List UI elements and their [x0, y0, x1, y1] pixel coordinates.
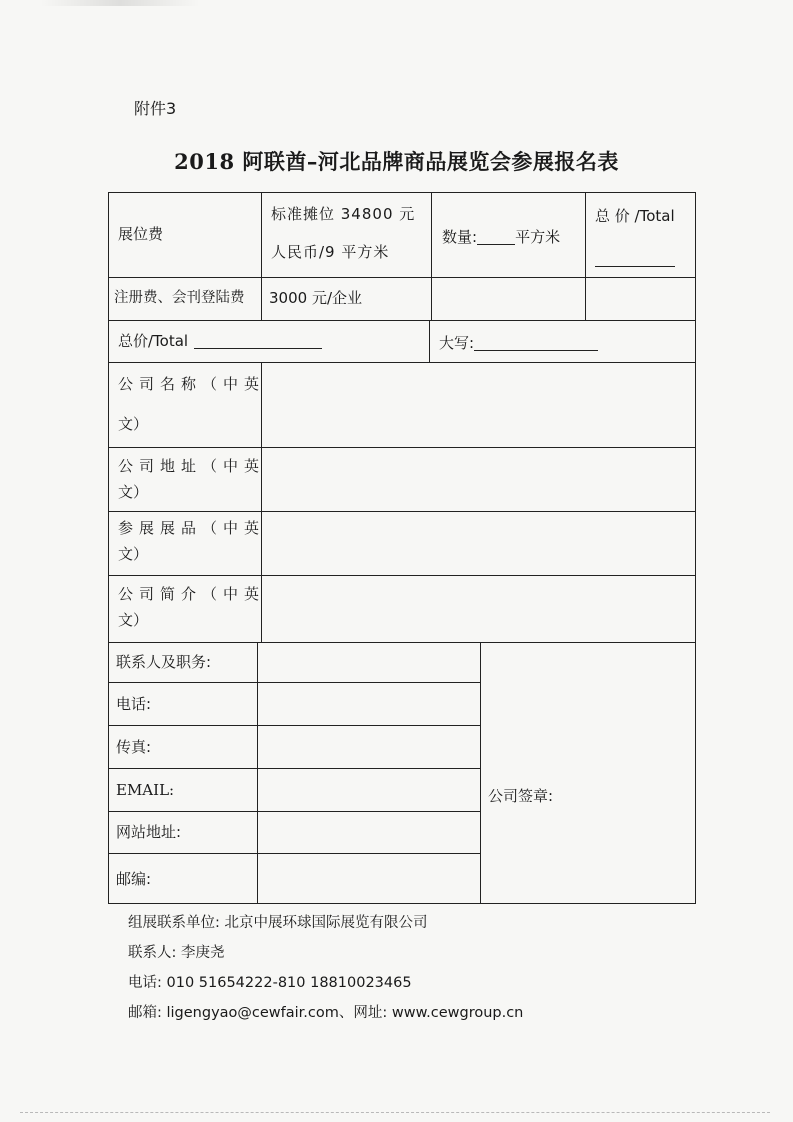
quantity-unit: 平方米: [515, 228, 561, 246]
phone-line: 电话: 010 51654222-810 18810023465: [128, 975, 412, 991]
contact-person-line: 联系人: 李庚尧: [128, 945, 225, 961]
contact-person-label: 联系人及职务:: [116, 653, 212, 671]
capital-amount-field[interactable]: [439, 333, 598, 353]
fax-input[interactable]: [258, 726, 480, 768]
form-title: 2018 阿联酋–河北品牌商品展览会参展报名表: [174, 149, 619, 174]
row-line: [108, 320, 696, 321]
quantity-blank[interactable]: [477, 228, 515, 245]
contact-person-input[interactable]: [258, 643, 480, 682]
capital-amount-blank[interactable]: [474, 334, 598, 351]
company-profile-label: 公司简介（中英: [118, 585, 266, 603]
company-address-input[interactable]: [262, 448, 695, 511]
booth-total-label: 总 价 /Total: [595, 207, 675, 225]
website-input[interactable]: [258, 812, 480, 853]
phone-label: 电话:: [116, 695, 152, 713]
company-profile-input[interactable]: [262, 576, 695, 642]
postcode-label: 邮编:: [116, 870, 152, 888]
grand-total-label: 总价/Total: [118, 332, 189, 350]
quantity-label: 数量:: [442, 228, 478, 246]
exhibits-input[interactable]: [262, 512, 695, 575]
company-seal-area[interactable]: [481, 643, 695, 903]
booth-fee-label: 展位费: [118, 225, 164, 243]
company-address-label-cont: 文）: [118, 483, 149, 501]
registration-form-table: [108, 192, 696, 904]
registration-fee-value: 3000 元/企业: [269, 289, 362, 307]
grand-total-field[interactable]: [118, 331, 322, 351]
company-name-label: 公司名称（中英: [118, 375, 266, 393]
capital-amount-label: 大写:: [439, 334, 475, 352]
company-seal-label: 公司签章:: [488, 787, 554, 805]
contact-footer: [128, 908, 523, 1028]
quantity-field[interactable]: [442, 227, 560, 247]
table-border-right: [695, 192, 696, 904]
email-label: EMAIL:: [116, 781, 175, 799]
email-website-line: 邮箱: ligengyao@cewfair.com、网址: www.cewgroup.cn: [128, 1005, 524, 1021]
scan-edge-bottom: [20, 1112, 770, 1114]
exhibits-label: 参展展品（中英: [118, 519, 266, 537]
postcode-input[interactable]: [258, 854, 480, 903]
fax-label: 传真:: [116, 738, 152, 756]
table-border-bottom: [108, 903, 696, 904]
col-line: [429, 320, 430, 362]
table-border-top: [108, 192, 696, 193]
booth-total-blank[interactable]: [595, 250, 675, 267]
organizer-line: 组展联系单位: 北京中展环球国际展览有限公司: [128, 915, 428, 931]
company-name-label-cont: 文）: [118, 415, 149, 433]
company-address-label: 公司地址（中英: [118, 457, 266, 475]
grand-total-blank[interactable]: [194, 332, 322, 349]
company-profile-label-cont: 文）: [118, 611, 149, 629]
email-input[interactable]: [258, 769, 480, 811]
website-label: 网站地址:: [116, 823, 182, 841]
company-name-input[interactable]: [262, 363, 695, 447]
col-line: [431, 192, 432, 320]
col-line: [261, 192, 262, 320]
phone-input[interactable]: [258, 683, 480, 725]
row-line: [108, 277, 696, 278]
registration-fee-label: 注册费、会刊登陆费: [114, 290, 245, 306]
table-border-left: [108, 192, 109, 904]
col-line: [585, 192, 586, 320]
booth-standard-unit: 人民币/9 平方米: [271, 243, 390, 261]
annex-label: 附件3: [134, 99, 177, 118]
scan-edge-top: [40, 0, 200, 6]
exhibits-label-cont: 文）: [118, 545, 149, 563]
booth-standard-price: 标准摊位 34800 元: [271, 205, 416, 223]
